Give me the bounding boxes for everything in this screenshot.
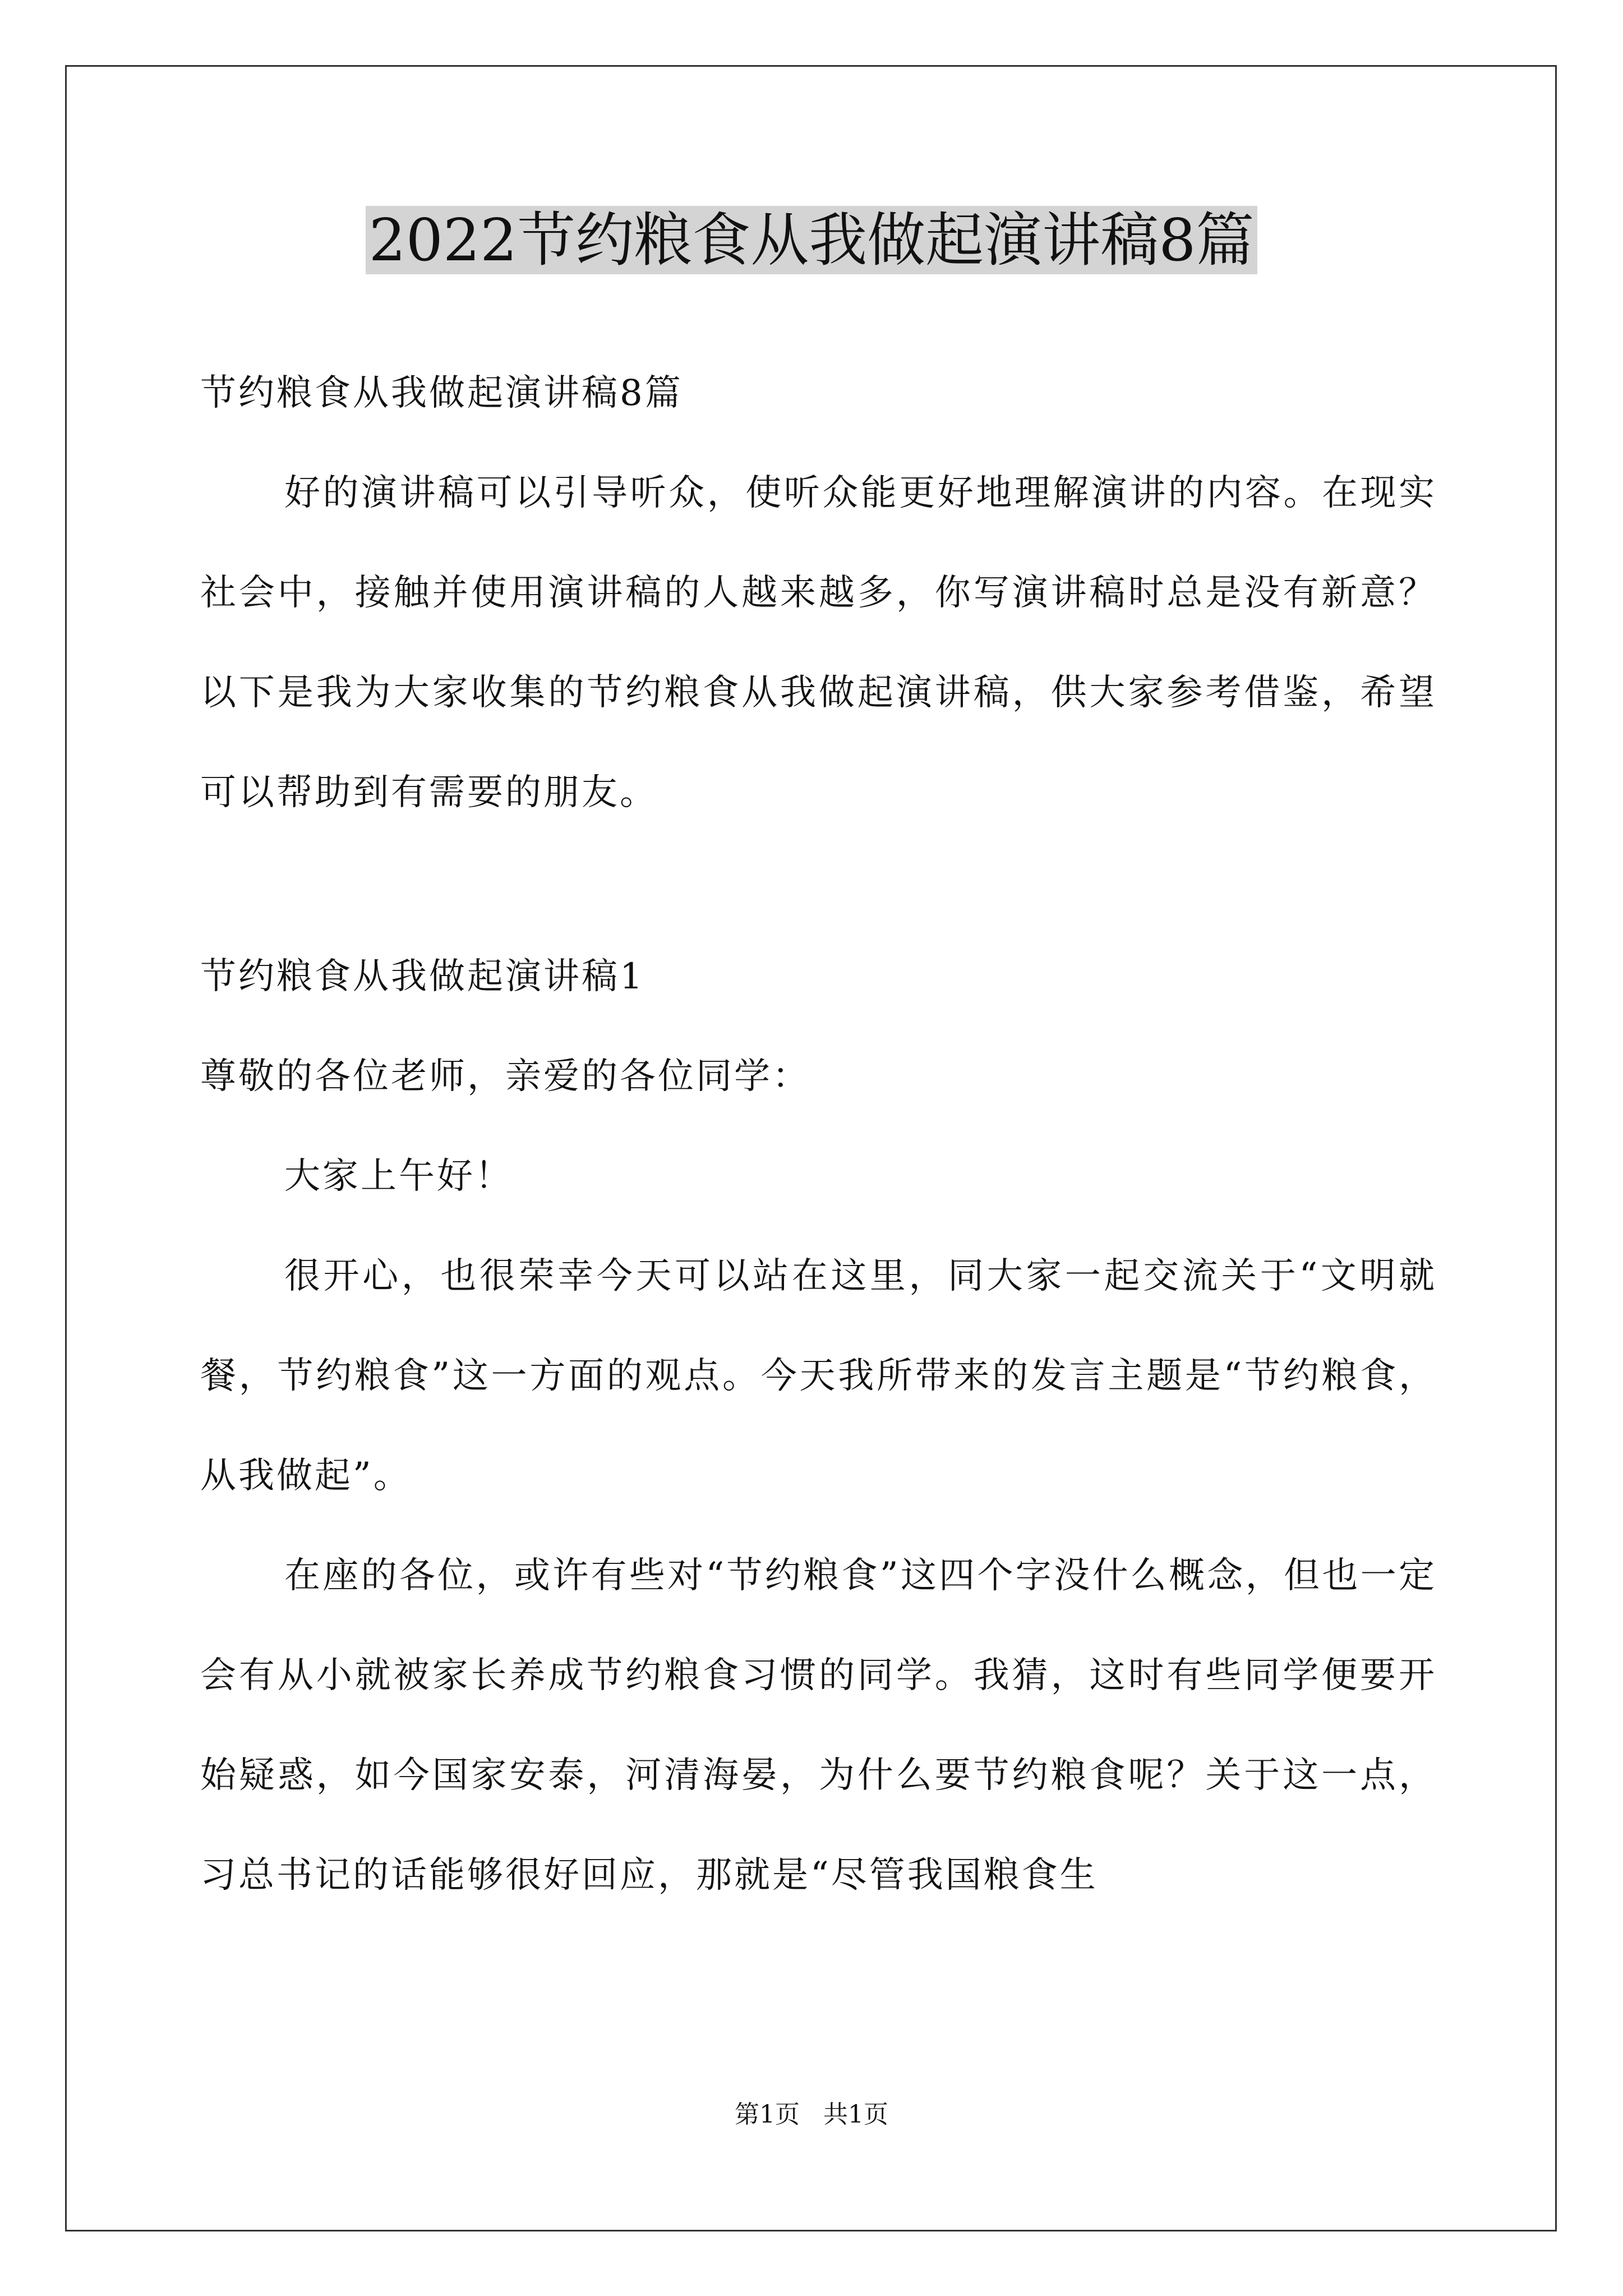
body-paragraph-1: 很开心，也很荣幸今天可以站在这里，同大家一起交流关于“文明就餐，节约粮食”这一方面的观点。今天我所带来的发言主题是“节约粮食，从我做起”。 [200,1255,1437,1497]
document-title [0,201,1623,279]
section-heading: 节约粮食从我做起演讲稿1 [200,956,645,997]
page-footer [0,2098,1623,2132]
document-body [200,343,1437,1925]
greeting: 大家上午好！ [284,1156,513,1197]
page-number-total: 共1页 [823,2100,888,2129]
document-subtitle: 节约粮食从我做起演讲稿8篇 [200,372,683,414]
intro-paragraph: 好的演讲稿可以引导听众，使听众能更好地理解演讲的内容。在现实社会中，接触并使用演讲稿的人越来越多，你写演讲稿时总是没有新意？以下是我为大家收集的节约粮食从我做起演讲稿，供大家参考借鉴，希望可以帮助到有需要的朋友。 [200,472,1437,813]
section-gap [200,843,1437,927]
page-number-current: 第1页 [735,2100,800,2129]
body-paragraph-2: 在座的各位，或许有些对“节约粮食”这四个字没什么概念，但也一定会有从小就被家长养成节约粮食习惯的同学。我猜，这时有些同学便要开始疑惑，如今国家安泰，河清海晏，为什么要节约粮食呢？关于这一点，习总书记的话能够很好回应，那就是“尽管我国粮食生 [200,1555,1437,1896]
document-title-text: 2022节约粮食从我做起演讲稿8篇 [366,206,1258,274]
salutation: 尊敬的各位老师，亲爱的各位同学： [200,1056,810,1097]
